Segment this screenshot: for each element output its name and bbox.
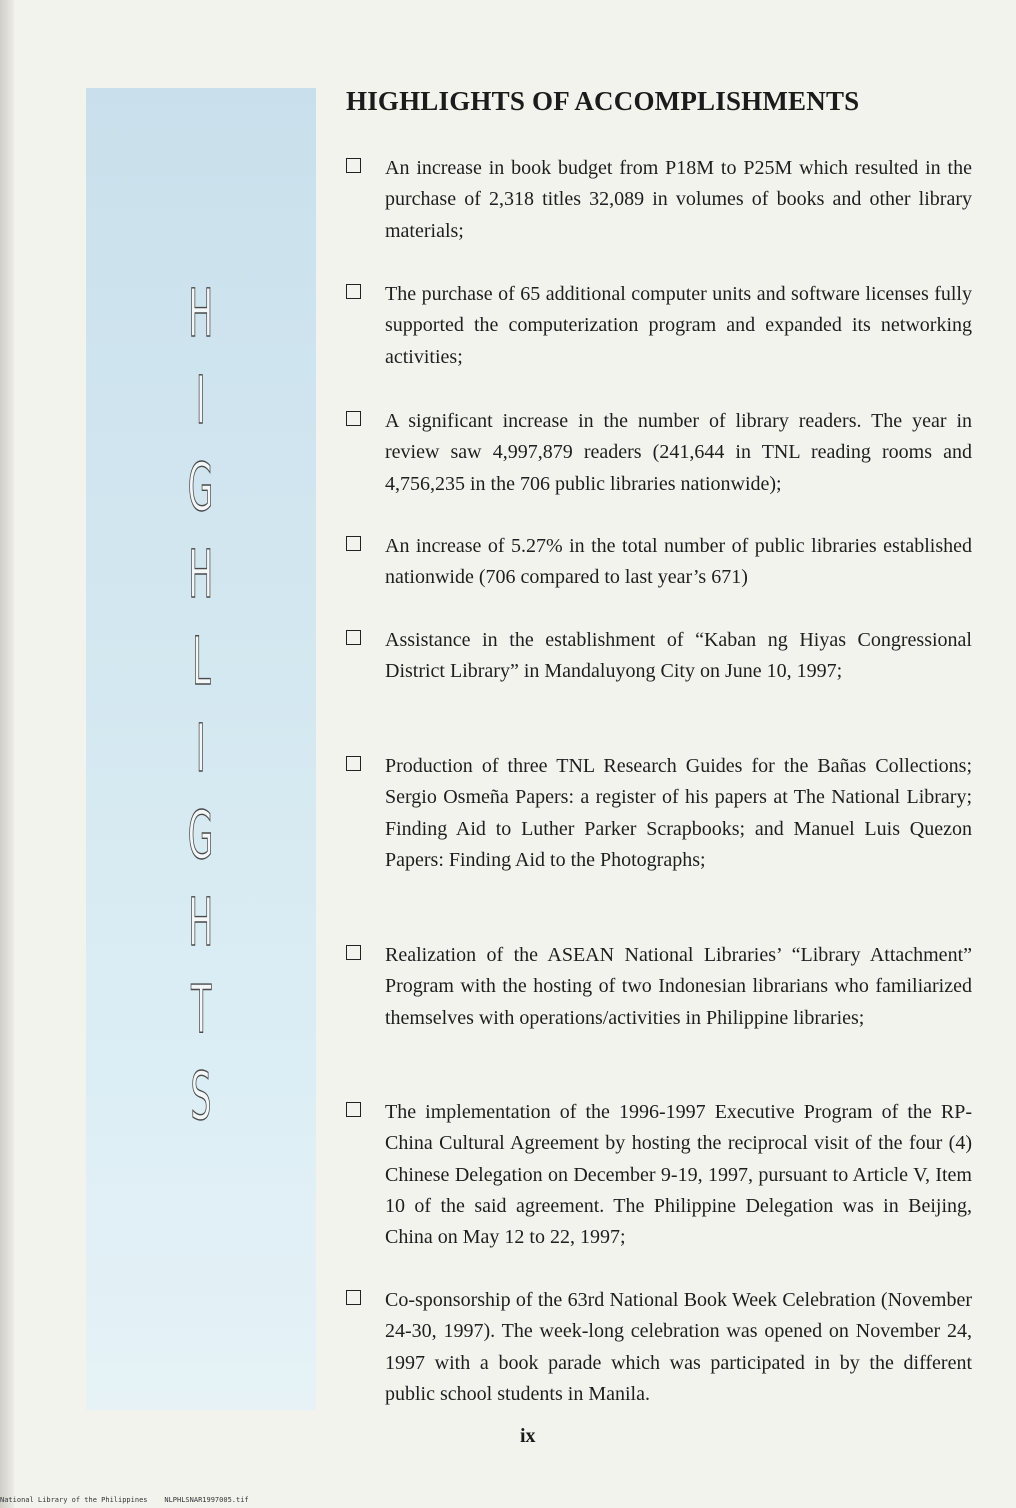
list-item-text: A significant increase in the number of library readers. The year in review saw 4,997,879 readers (241,644 in TNL reading rooms and 4,756,235 in the 706 public libraries nationwide); xyxy=(385,410,972,495)
checkbox-icon xyxy=(346,411,361,426)
side-letter: I xyxy=(196,710,206,787)
checkbox-icon xyxy=(346,284,361,299)
list-item-text: An increase in book budget from P18M to P25M which resulted in the purchase of 2,318 titles 32,089 in volumes of books and other library materials; xyxy=(385,157,972,242)
checkbox-icon xyxy=(346,945,361,960)
page-title: HIGHLIGHTS OF ACCOMPLISHMENTS xyxy=(346,86,860,116)
side-letter: G xyxy=(188,797,214,874)
side-letter: L xyxy=(191,623,211,700)
checkbox-icon xyxy=(346,1290,361,1305)
list-item-text: An increase of 5.27% in the total number of public libraries established nationwide (706 compared to last year’s 671) xyxy=(385,535,972,589)
checkbox-icon xyxy=(346,1102,361,1117)
side-letter: I xyxy=(196,362,206,439)
checkbox-icon xyxy=(346,536,361,551)
list-item-text: The purchase of 65 additional computer units and software licenses fully supported the computerization program and expanded its networking activities; xyxy=(385,283,972,368)
list-item-text: Production of three TNL Research Guides for the Bañas Collections; Sergio Osmeña Papers: a register of his papers at The National Library; Finding Aid to Luther Parker Scrapbooks; and Manuel Luis Quezon Papers: Finding Aid to the Photographs; xyxy=(385,755,972,871)
list-item-text: The implementation of the 1996-1997 Executive Program of the RP-China Cultural Agreement by hosting the reciprocal visit of the four (4) Chinese Delegation on December 9-19, 1997, pursuant to Article V, Item 10 of the said agreement. The Philippine Delegation was in Beijing, China on May 12 to 22, 1997; xyxy=(385,1101,972,1249)
side-letter: H xyxy=(188,275,214,352)
side-letter: G xyxy=(188,449,214,526)
page-number: ix xyxy=(520,1425,536,1447)
checkbox-icon xyxy=(346,756,361,771)
checkbox-icon xyxy=(346,158,361,173)
side-letter: S xyxy=(190,1058,212,1135)
list-item-text: Co-sponsorship of the 63rd National Book Week Celebration (November 24-30, 1997). The week-long celebration was opened on November 24, 1997 with a book parade which was participated in by the different public school students in Manila. xyxy=(385,1289,972,1405)
side-letter: H xyxy=(188,884,214,961)
side-letter: T xyxy=(190,971,212,1048)
list-item-text: Assistance in the establishment of “Kaban ng Hiyas Congressional District Library” in Mandaluyong City on June 10, 1997; xyxy=(385,629,972,683)
side-vertical-title xyxy=(86,270,316,1140)
list-item-text: Realization of the ASEAN National Libraries’ “Library Attachment” Program with the hosting of two Indonesian librarians who familiarized themselves with operations/activities in Philippine libraries; xyxy=(385,944,972,1029)
page-edge xyxy=(0,0,14,1508)
side-letter: H xyxy=(188,536,214,613)
checkbox-icon xyxy=(346,630,361,645)
scan-footer: National Library of the Philippines NLPHLSNAR1997005.tif xyxy=(0,1496,249,1504)
